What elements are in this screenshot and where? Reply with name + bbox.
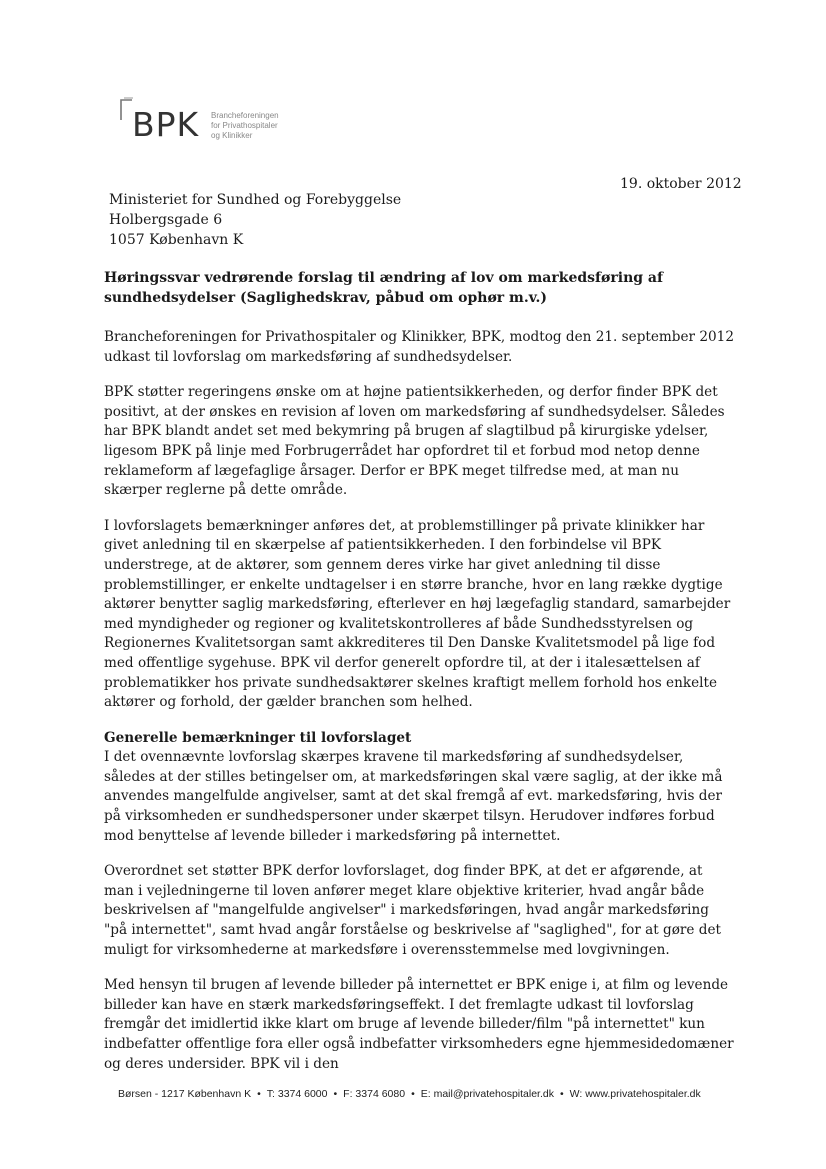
footer-fax: F: 3374 6080 [343,1088,406,1100]
footer-email: E: mail@privatehospitaler.dk [420,1088,554,1100]
body-paragraph: I lovforslagets bemærkninger anføres det, at problemstillinger på private klinikker har givet anledning til en skærpelse af patientsikkerheden. I den forbindelse vil BPK understrege, at de aktører, som gennem deres virke har givet anledning til disse problemstillinger, er enkelte undtagelser i en større branche, hvor en lang række dygtige aktører benytter saglig markedsføring, efterlever en høj lægefaglig standard, samarbejder med myndigheder og regioner og kvalitetskontrolleres af både Sundhedsstyrelsen og Regionernes Kvalitetsorgan samt akkrediteres til Den Danske Kvalitetsmodel på lige fod med offentlige sygehuse. BPK vil derfor generelt opfordre til, at der i italesættelsen af problematikker hos private sundhedsaktører skelnes kraftigt mellem forhold hos enkelte aktører og forhold, der gælder branchen som helhed. [104,517,731,711]
footer-phone: T: 3374 6000 [266,1088,328,1100]
footer-separator: • [411,1088,415,1100]
logo-tagline-line: og Klinikker [211,131,253,140]
footer-separator: • [559,1088,564,1100]
recipient-address [109,190,401,250]
letter-body [104,268,736,1090]
section-paragraph: Med hensyn til brugen af levende billeder på internettet er BPK enige i, at film og levende billeder kan have en stærk markedsføringseffekt. I det fremlagte udkast til lovforslag fremgår det imidlertid ikke klart om bruge af levende billeder/film "på internettet" kun indbefatter offentlige fora eller også indbefatter virksomheders egne hjemmesidedomæner og deres undersider. BPK vil i den [104,977,734,1072]
logo-wordmark: BPK [132,105,200,144]
logo-tagline-line: for Privathospitaler [211,121,278,130]
footer-separator: • [257,1088,261,1100]
letter-date: 19. oktober 2012 [620,176,742,192]
section-heading: Generelle bemærkninger til lovforslaget [104,729,412,746]
body-paragraph: Brancheforeningen for Privathospitaler og Klinikker, BPK, modtog den 21. september 2012 udkast til lovforslag om markedsføring af sundhedsydelser. [104,329,734,365]
letter-subject: Høringssvar vedrørende forslag til ændring af lov om markedsføring af sundhedsydelser (Saglighedskrav, påbud om ophør m.v.) [104,270,664,306]
recipient-street: Holbergsgade 6 [109,212,223,228]
recipient-name: Ministeriet for Sundhed og Forebyggelse [109,192,402,208]
logo-tagline [211,111,311,141]
footer-address: Børsen - 1217 København K [118,1088,252,1100]
section-paragraph: Overordnet set støtter BPK derfor lovforslaget, dog finder BPK, at det er afgørende, at man i vejledningerne til loven anfører meget klare objektive kriterier, hvad angår både beskrivelsen af "mangelfulde angivelser" i markedsføringen, hvad angår markedsføring "på internettet", samt hvad angår forståelse og beskrivelse af "saglighed", for at gøre det muligt for virksomhederne at markedsføre i overensstemmelse med lovgivningen. [104,863,722,958]
logo-tagline-line: Brancheforeningen [211,111,279,120]
footer-web: W: www.privatehospitaler.dk [569,1088,701,1100]
recipient-city: 1057 København K [109,232,244,248]
footer-separator: • [333,1088,338,1100]
bpk-logo [118,96,318,156]
page-footer [118,1088,718,1100]
section-paragraph: I det ovennævnte lovforslag skærpes kravene til markedsføring af sundhedsydelser, således at der stilles betingelser om, at markedsføringen skal være saglig, at der ikke må anvendes mangelfulde angivelser, samt at det skal fremgå af evt. markedsføring, hvis der på virksomheden er sundhedspersoner under skærpet tilsyn. Herudover indføres forbud mod benyttelse af levende billeder i markedsføring på internettet. [104,749,723,844]
body-paragraph: BPK støtter regeringens ønske om at højne patientsikkerheden, og derfor finder BPK det positivt, at der ønskes en revision af loven om markedsføring af sundhedsydelser. Således har BPK blandt andet set med bekymring på brugen af slagtilbud på kirurgiske ydelser, ligesom BPK på linje med Forbrugerrådet har opfordret til et forbud mod netop denne reklameform af lægefaglige årsager. Derfor er BPK meget tilfredse med, at man nu skærper reglerne på dette område. [104,384,725,499]
